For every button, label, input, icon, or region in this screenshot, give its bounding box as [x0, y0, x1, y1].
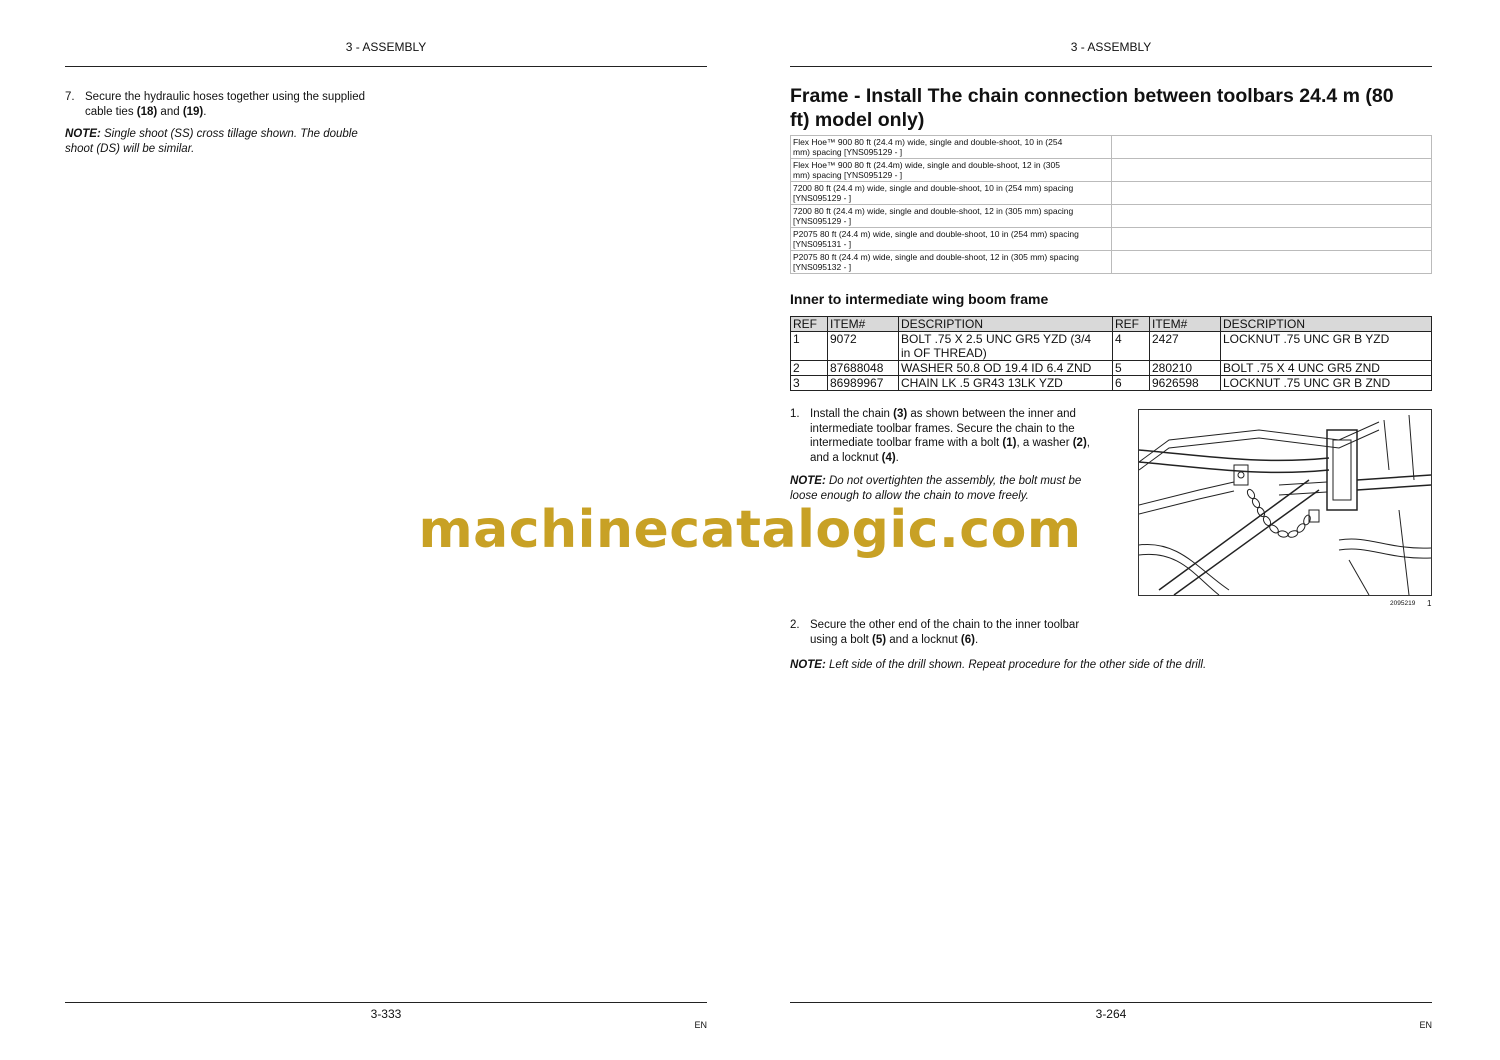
ref-callout: (2): [1072, 437, 1087, 449]
right-footer-rule: [790, 1002, 1432, 1003]
left-step-7: [65, 90, 395, 119]
step-text-line: [810, 436, 1112, 451]
table-row: [791, 182, 1432, 205]
note-line: shoot (DS) will be similar.: [65, 142, 195, 155]
note-label: NOTE:: [790, 475, 826, 487]
ref-cell: 6: [1113, 376, 1150, 391]
model-text: Flex Hoe™ 900 80 ft (24.4m) wide, single and double-shoot, 12 in (305: [793, 160, 1060, 170]
left-language-code: EN: [694, 1020, 707, 1030]
watermark: machinecatalogic.com: [418, 500, 1082, 560]
model-cell: [791, 136, 1112, 159]
col-header-ref: REF: [791, 317, 828, 332]
empty-cell: [1112, 251, 1432, 274]
step-text-line: [810, 407, 1112, 422]
title-line: Frame - Install The chain connection between toolbars 24.4 m (80: [790, 85, 1394, 107]
col-header-description: DESCRIPTION: [899, 317, 1113, 332]
step-text: and a locknut: [810, 451, 882, 464]
step-number: 2.: [790, 619, 800, 631]
step-text: .: [203, 105, 207, 118]
empty-cell: [1112, 159, 1432, 182]
table-row: [791, 159, 1432, 182]
right-note-1: [790, 474, 1120, 503]
item-cell: 87688048: [828, 361, 899, 376]
table-row: [791, 228, 1432, 251]
left-header-rule: [65, 66, 707, 67]
step-text: .: [895, 451, 899, 464]
left-note: [65, 127, 395, 156]
step-text-line: [85, 105, 395, 120]
section-title: [790, 84, 1430, 132]
step-text-line: Secure the other end of the chain to the inner toolbar: [810, 619, 1080, 631]
table-row: [791, 361, 1432, 376]
model-text: Flex Hoe™ 900 80 ft (24.4 m) wide, single and double-shoot, 10 in (254: [793, 137, 1063, 147]
step-number: 1.: [790, 408, 800, 420]
description-cell: [899, 332, 1113, 361]
right-step-2: [790, 618, 1112, 647]
description-cell: LOCKNUT .75 UNC GR B YZD: [1221, 332, 1432, 361]
table-row: [791, 332, 1432, 361]
note-label: NOTE:: [790, 659, 826, 671]
note-line: [790, 474, 1120, 489]
model-text: [YNS095129 - ]: [793, 193, 852, 203]
right-language-code: EN: [1419, 1020, 1432, 1030]
empty-cell: [1112, 205, 1432, 228]
left-footer-rule: [65, 1002, 707, 1003]
parts-table: [790, 316, 1432, 391]
empty-cell: [1112, 136, 1432, 159]
step-text: using a bolt: [810, 633, 873, 646]
empty-cell: [1112, 182, 1432, 205]
col-header-ref: REF: [1113, 317, 1150, 332]
right-page-header: 3 - ASSEMBLY: [1070, 40, 1152, 54]
note-text: Left side of the drill shown. Repeat procedure for the other side of the drill.: [825, 659, 1207, 671]
left-page-number: 3-333: [370, 1007, 402, 1021]
step-text: and a locknut: [886, 633, 961, 646]
ref-callout: (6): [960, 633, 975, 646]
table-row: [791, 205, 1432, 228]
description-cell: LOCKNUT .75 UNC GR B ZND: [1221, 376, 1432, 391]
step-text-line: Secure the hydraulic hoses together using the supplied: [85, 91, 366, 103]
model-text: [YNS095129 - ]: [793, 216, 852, 226]
right-note-2: [790, 658, 1430, 673]
title-line: ft) model only): [790, 109, 925, 131]
item-cell: 9072: [828, 332, 899, 361]
right-step-1: [790, 407, 1112, 465]
figure-number: 1: [1427, 599, 1432, 608]
table-row: [791, 136, 1432, 159]
description-text: BOLT .75 X 2.5 UNC GR5 YZD (3/4: [901, 332, 1092, 346]
step-text: and: [157, 105, 183, 118]
description-cell: CHAIN LK .5 GR43 13LK YZD: [899, 376, 1113, 391]
note-text: Do not overtighten the assembly, the bolt must be: [825, 475, 1082, 487]
model-cell: [791, 251, 1112, 274]
model-text: mm) spacing [YNS095129 - ]: [793, 170, 903, 180]
description-text: in OF THREAD): [901, 346, 987, 360]
empty-cell: [1112, 228, 1432, 251]
model-cell: [791, 228, 1112, 251]
step-text: .: [974, 633, 979, 646]
model-text: P2075 80 ft (24.4 m) wide, single and double-shoot, 12 in (305 mm) spacing: [793, 252, 1079, 262]
note-line: loose enough to allow the chain to move freely.: [790, 489, 1029, 502]
right-header-rule: [790, 66, 1432, 67]
step-text-line: [810, 451, 1112, 466]
col-header-item: ITEM#: [828, 317, 899, 332]
model-text: [YNS095132 - ]: [793, 262, 852, 272]
model-cell: [791, 182, 1112, 205]
description-cell: BOLT .75 X 4 UNC GR5 ZND: [1221, 361, 1432, 376]
step-text: ,: [1086, 437, 1090, 449]
model-text: P2075 80 ft (24.4 m) wide, single and double-shoot, 10 in (254 mm) spacing: [793, 229, 1079, 239]
step-text-line: intermediate toolbar frames. Secure the chain to the: [810, 422, 1075, 435]
step-text: as shown between the inner and: [907, 408, 1076, 420]
ref-callout: (5): [872, 633, 887, 646]
table-row: [791, 251, 1432, 274]
ref-cell: 3: [791, 376, 828, 391]
item-cell: 2427: [1150, 332, 1221, 361]
subsection-title: Inner to intermediate wing boom frame: [790, 291, 1049, 307]
ref-callout: (18): [136, 105, 158, 118]
model-text: 7200 80 ft (24.4 m) wide, single and double-shoot, 10 in (254 mm) spacing: [793, 183, 1074, 193]
left-page-header: 3 - ASSEMBLY: [345, 40, 427, 54]
step-text-line: [810, 633, 1112, 648]
item-cell: 9626598: [1150, 376, 1221, 391]
note-line: [65, 127, 395, 142]
model-text: 7200 80 ft (24.4 m) wide, single and double-shoot, 12 in (305 mm) spacing: [793, 206, 1074, 216]
right-page-number: 3-264: [1095, 1007, 1127, 1021]
ref-callout: (3): [893, 408, 908, 420]
model-applicability-table: [790, 135, 1432, 274]
item-cell: 86989967: [828, 376, 899, 391]
ref-cell: 2: [791, 361, 828, 376]
step-number: 7.: [65, 91, 75, 103]
col-header-description: DESCRIPTION: [1221, 317, 1432, 332]
ref-callout: (1): [1002, 437, 1017, 449]
item-cell: 280210: [1150, 361, 1221, 376]
step-text: cable ties: [85, 105, 137, 118]
model-text: [YNS095131 - ]: [793, 239, 852, 249]
step-text: intermediate toolbar frame with a bolt: [810, 437, 1003, 449]
ref-callout: (19): [182, 105, 204, 118]
ref-cell: 4: [1113, 332, 1150, 361]
note-text: Single shoot (SS) cross tillage shown. The double: [100, 128, 358, 140]
step-text: , a washer: [1016, 437, 1073, 449]
ref-callout: (4): [881, 451, 896, 464]
col-header-item: ITEM#: [1150, 317, 1221, 332]
step-text: Install the chain: [810, 408, 894, 420]
ref-cell: 5: [1113, 361, 1150, 376]
ref-cell: 1: [791, 332, 828, 361]
model-cell: [791, 159, 1112, 182]
table-row: [791, 376, 1432, 391]
description-cell: WASHER 50.8 OD 19.4 ID 6.4 ZND: [899, 361, 1113, 376]
table-header-row: [791, 317, 1432, 332]
model-cell: [791, 205, 1112, 228]
model-text: mm) spacing [YNS095129 - ]: [793, 147, 903, 157]
note-label: NOTE:: [65, 128, 101, 140]
figure-caption: 2095219: [1390, 600, 1416, 607]
